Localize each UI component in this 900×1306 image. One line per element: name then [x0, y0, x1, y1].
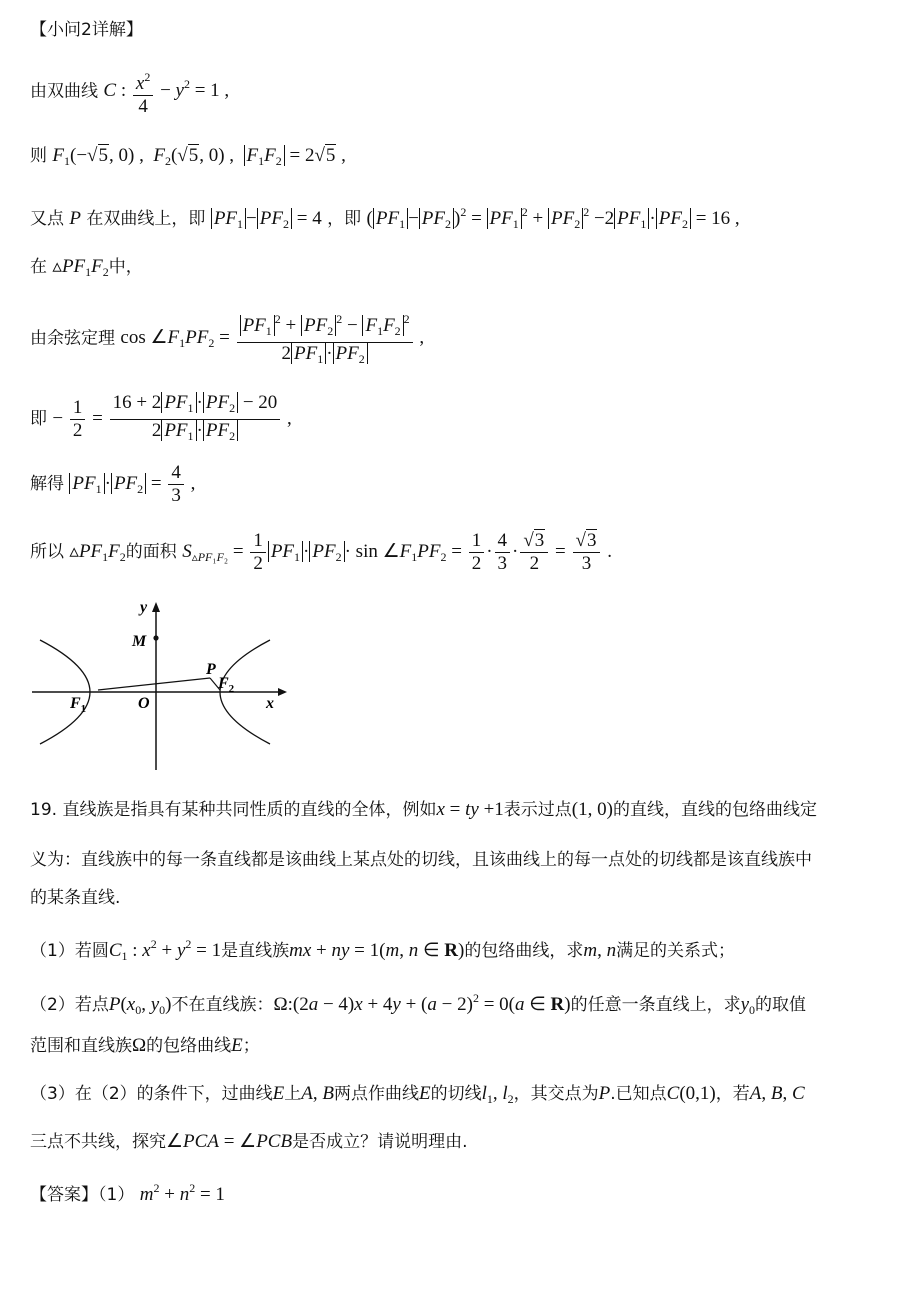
q2-a: （2）若点 [30, 995, 109, 1015]
step-given-text: 由双曲线 [30, 81, 98, 102]
step-triangle-text: 在 [30, 257, 47, 277]
step-given-line: 由双曲线 C : $\frac{x^2}{4}$ − $y^2 = 1$ , [30, 66, 229, 118]
q1-d: 满足的关系式； [616, 941, 736, 961]
label-p: P [206, 661, 216, 678]
step-on-curve-text-2: 在双曲线上，即 [86, 209, 206, 229]
step-sub-line: 即 − $\frac{1}{2}$ = $\frac{16 + 2 PF_1 \cdot PF_2 - 20}{2 PF_1 \cdot PF_2}$ , [30, 392, 292, 443]
label-f2-letter: F [218, 675, 229, 692]
step-solve-text: 解得 [30, 473, 64, 494]
x-axis-arrow [278, 688, 287, 696]
step-on-curve-text-3: ，即 [327, 209, 362, 229]
q-intro-2: 表示过点 [503, 800, 572, 820]
y-axis-arrow [152, 602, 160, 612]
step-on-curve-line: 又点 P 在双曲线上，即 $PF_1 - PF_2 = 4$ ，即 ( $PF_1 - PF_2$ )$^2 = PF_1^2 + PF_2^2 -2$ $PF_1 \cdot PF_2 = 16$ , [30, 205, 740, 231]
step-cosine-text: 由余弦定理 [30, 328, 115, 349]
q2-e: 范围和直线族 [30, 1036, 132, 1056]
answer-line: 【答案】（1） $m^2 + n^2 = 1$ [30, 1181, 225, 1205]
q-intro-1: 直线族是指具有某种共同性质的直线的全体，例如 [62, 800, 437, 820]
segment-pf1 [98, 678, 210, 690]
q2-g: ； [242, 1036, 260, 1056]
q2-line-1: （2）若点$P(x_0$, $y_0$)不在直线族：Ω:(2a − $4)x + 4y + (a - 2)^2 = 0(a$ ∈ R)的任意一条直线上，求$y_0$的取值 [30, 991, 807, 1017]
step-triangle-text-2: 中， [108, 257, 143, 277]
q3-i: 是否成立？请说明理由. [292, 1132, 468, 1152]
q1-a: （1）若圆 [30, 941, 109, 961]
q3-line-2: 三点不共线，探究∠PCA = ∠PCB是否成立？请说明理由. [30, 1131, 468, 1152]
label-o: O [138, 695, 150, 712]
q3-a: （3）在（2）的条件下，过曲线 [30, 1084, 273, 1104]
q2-b: 不在直线族： [171, 995, 274, 1015]
step-sub-text: 即 [30, 408, 47, 429]
q1-c: 的包络曲线，求 [464, 941, 584, 961]
step-foci-line: 则 $F_1(-√5$, 0) , $F_2(√5$, 0) , $F_1F_2 = 2√5$ , [30, 145, 346, 168]
step-area-line: 所以 $▵PF_1F_2$的面积 $S_{▵PF_1F_2}$ = $\frac{1}{2}$ $PF_1 \cdot PF_2 \cdot \sin$ $\angle F_1PF_2$ = $\frac{1}{2}$ · $\frac{4}{3}$ · $\frac{√3}{2}$ = $\frac{√3}{3}$ . [30, 530, 612, 574]
step-triangle-line: 在 $▵PF_1F_2$中， [30, 256, 143, 279]
label-f2: $F_2$ [218, 675, 235, 695]
q3-line-1: （3）在（2）的条件下，过曲线E上A, B两点作曲线E的切线$l_1$, $l_2$，其交点为P.已知点C(0,1)，若A, B, C [30, 1083, 805, 1106]
q2-d: 的取值 [755, 995, 807, 1015]
answer-1: （1） [98, 1185, 135, 1205]
label-f1: $F_1$ [70, 695, 87, 715]
step-foci-text: 则 [30, 146, 47, 166]
step-on-curve-text: 又点 [30, 209, 64, 229]
q3-d: 的切线 [430, 1084, 482, 1104]
q2-f: 的包络曲线 [146, 1036, 232, 1056]
q1-line: （1）若圆$C_1$ : $x^2 + y^2 = 1$是直线族mx + ny = 1(m, n ∈ R)的包络曲线，求m, n满足的关系式； [30, 937, 736, 963]
step-solve-line: 解得 $PF_1 \cdot PF_2$ = $\frac{4}{3}$ , [30, 462, 196, 506]
label-y: y [140, 599, 148, 616]
step-area-text-2: 的面积 [125, 541, 177, 562]
q3-h: 三点不共线，探究 [30, 1132, 166, 1152]
hyperbola-diagram [30, 598, 290, 773]
point-m [153, 635, 158, 640]
q1-b: 是直线族 [221, 941, 290, 961]
label-x: x [266, 695, 274, 712]
step-cosine-line: 由余弦定理 $\cos \angle F_1PF_2$ = $\frac{PF_1^2 + PF_2^2 - F_1F_2^2}{2 PF_1 \cdot PF_2}$ , [30, 308, 424, 370]
label-f1-letter: F [70, 695, 81, 712]
q3-b: 上 [284, 1084, 302, 1104]
q-intro-line-3: 的某条直线. [30, 888, 121, 908]
section-title: 【小问2详解】 [30, 20, 143, 40]
answer-label: 【答案】 [30, 1185, 98, 1205]
q2-c: 的任意一条直线上，求 [570, 995, 741, 1015]
q3-e: ，其交点为 [513, 1084, 599, 1104]
q-intro-line-2: 义为：直线族中的每一条直线都是该曲线上某点处的切线，且该曲线上的每一点处的切线都是该直线族中 [30, 850, 812, 870]
q3-g: ，若 [715, 1084, 750, 1104]
q-intro-line-1: 19. 直线族是指具有某种共同性质的直线的全体，例如x = ty +1表示过点(1, 0)的直线，直线的包络曲线定 [30, 799, 817, 820]
q-intro-3: 的直线，直线的包络曲线定 [612, 800, 817, 820]
q3-f: .已知点 [610, 1084, 667, 1104]
step-area-text: 所以 [30, 541, 64, 562]
q2-line-2: 范围和直线族Ω的包络曲线E； [30, 1035, 260, 1056]
label-m: M [132, 633, 147, 650]
q3-c: 两点作曲线 [333, 1084, 419, 1104]
q-number: 19. [30, 800, 58, 820]
